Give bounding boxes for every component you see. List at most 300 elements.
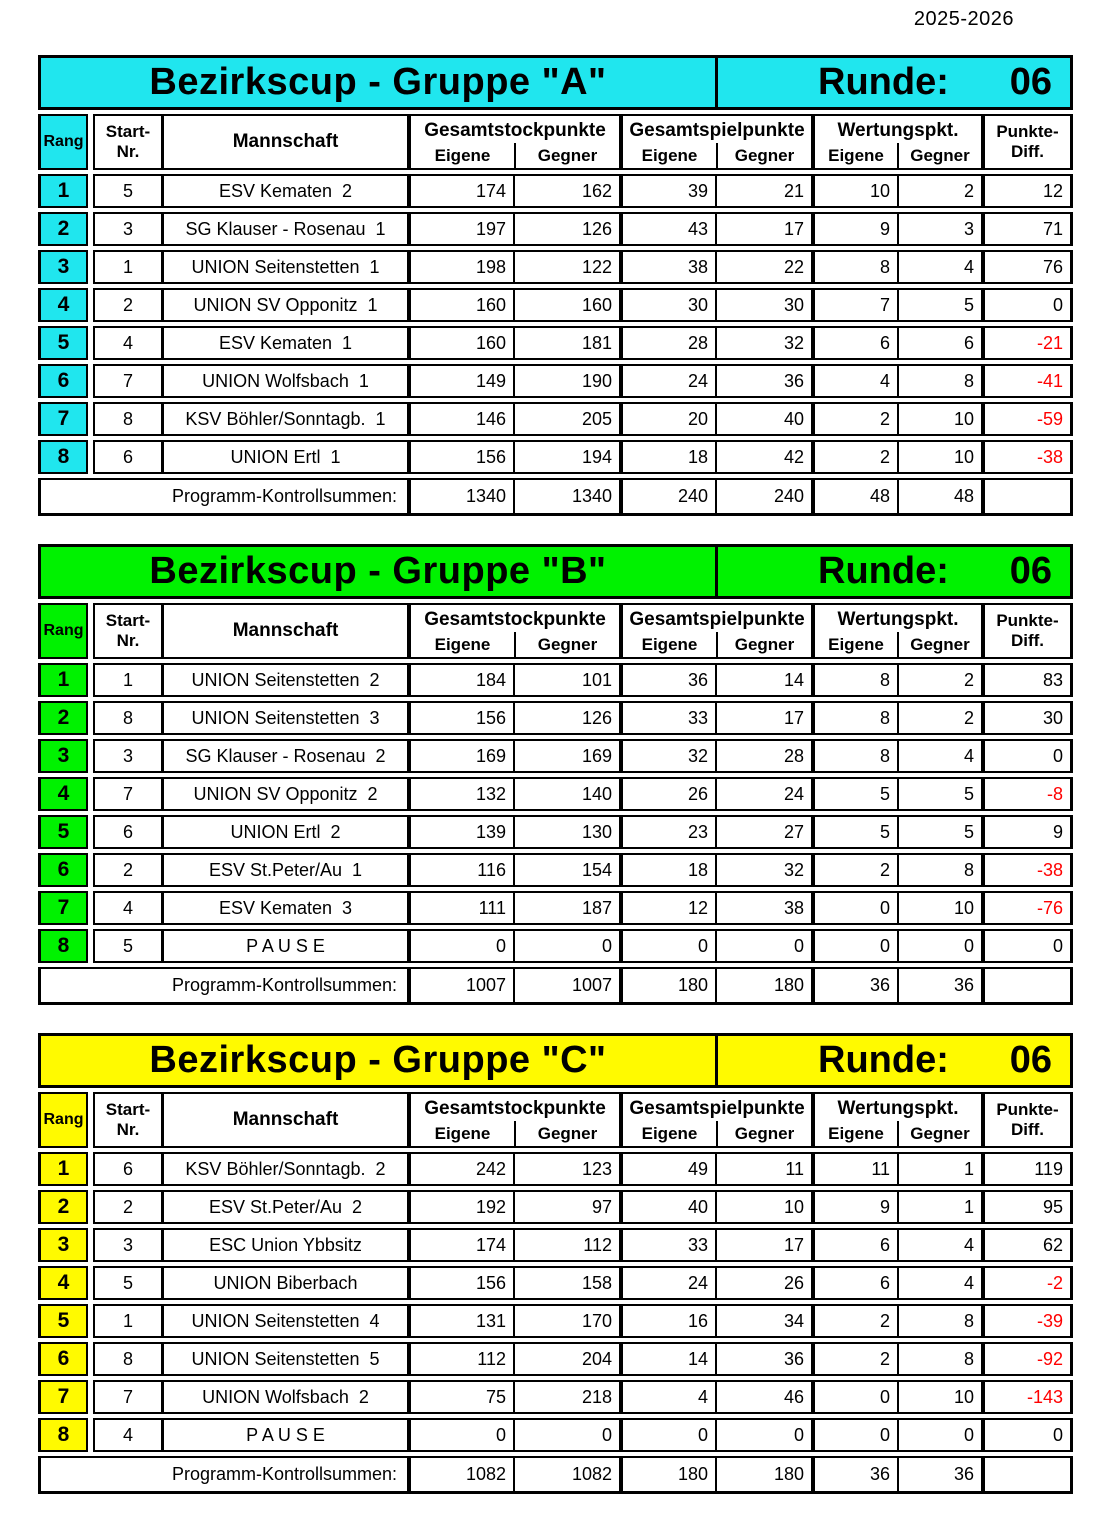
wert-eigene-cell: 2 (811, 1342, 897, 1376)
punkte-diff-cell: 9 (981, 815, 1073, 849)
sum-wert-gegner: 36 (897, 1456, 981, 1494)
spiel-gegner-cell: 26 (715, 1266, 811, 1300)
subheader-eigene: Eigene (828, 635, 884, 654)
runde-section (718, 58, 1070, 107)
spiel-gegner-cell: 17 (715, 212, 811, 246)
spiel-eigene-cell: 39 (619, 174, 715, 208)
punkte-diff-line2: Diff. (1010, 631, 1045, 650)
team-name-cell: ESV Kematen 1 (161, 326, 407, 360)
rang-cell: 3 (38, 250, 88, 284)
rang-cell: 8 (38, 929, 88, 963)
stock-eigene-cell: 156 (407, 701, 513, 735)
wert-eigene-cell: 0 (811, 891, 897, 925)
table-row (38, 288, 1073, 322)
kontrollsummen-row (38, 1456, 1073, 1494)
sum-wert-gegner: 36 (897, 967, 981, 1005)
group-title: Gesamtstockpunkte (424, 1098, 606, 1119)
wert-eigene-cell: 10 (811, 174, 897, 208)
sum-spiel-gegner: 240 (715, 478, 811, 516)
group-title: Gesamtspielpunkte (629, 1098, 805, 1119)
punkte-diff-cell: 95 (981, 1190, 1073, 1224)
team-name-cell: P A U S E (161, 929, 407, 963)
rang-cell: 6 (38, 1342, 88, 1376)
table-row (38, 1228, 1073, 1262)
start-nr-cell: 4 (93, 1418, 161, 1452)
rang-cell: 2 (38, 212, 88, 246)
team-name-cell: UNION Wolfsbach 2 (161, 1380, 407, 1414)
spiel-gegner-cell: 17 (715, 701, 811, 735)
col-header-rang: Rang (38, 1092, 88, 1148)
spiel-eigene-cell: 43 (619, 212, 715, 246)
wert-gegner-cell: 5 (897, 288, 981, 322)
spiel-gegner-cell: 27 (715, 815, 811, 849)
wert-eigene-cell: 8 (811, 701, 897, 735)
col-header-gesamtspielpunkte (619, 603, 811, 659)
stock-gegner-cell: 205 (513, 402, 619, 436)
wert-gegner-cell: 1 (897, 1190, 981, 1224)
table-row (38, 1380, 1073, 1414)
col-header-gesamtstockpunkte (407, 114, 619, 170)
group-title: Wertungspkt. (837, 1098, 959, 1119)
team-name-cell: UNION SV Opponitz 2 (161, 777, 407, 811)
column-header-row (38, 1092, 1073, 1148)
punkte-diff-cell: -76 (981, 891, 1073, 925)
rang-cell: 4 (38, 1266, 88, 1300)
wert-gegner-cell: 8 (897, 1342, 981, 1376)
wert-eigene-cell: 5 (811, 815, 897, 849)
wert-eigene-cell: 9 (811, 212, 897, 246)
wert-eigene-cell: 2 (811, 853, 897, 887)
stock-gegner-cell: 0 (513, 929, 619, 963)
team-name-cell: ESV Kematen 2 (161, 174, 407, 208)
punkte-diff-cell: 0 (981, 288, 1073, 322)
stock-eigene-cell: 132 (407, 777, 513, 811)
wert-gegner-cell: 5 (897, 777, 981, 811)
stock-gegner-cell: 123 (513, 1152, 619, 1186)
punkte-diff-cell: -21 (981, 326, 1073, 360)
punkte-diff-cell: -8 (981, 777, 1073, 811)
col-header-mannschaft: Mannschaft (161, 1092, 407, 1148)
punkte-diff-cell: -92 (981, 1342, 1073, 1376)
spiel-eigene-cell: 32 (619, 739, 715, 773)
spiel-eigene-cell: 36 (619, 663, 715, 697)
wert-eigene-cell: 2 (811, 440, 897, 474)
wert-gegner-cell: 3 (897, 212, 981, 246)
spiel-gegner-cell: 11 (715, 1152, 811, 1186)
group-subheaders (411, 632, 619, 657)
stock-gegner-cell: 126 (513, 212, 619, 246)
start-nr-line1: Start- (105, 122, 151, 141)
runde-label: Runde: (818, 550, 949, 592)
table-body (38, 663, 1073, 963)
subheader-eigene: Eigene (434, 1124, 491, 1143)
wert-eigene-cell: 0 (811, 1380, 897, 1414)
wert-eigene-cell: 6 (811, 1228, 897, 1262)
wert-eigene-cell: 8 (811, 250, 897, 284)
sum-wert-gegner: 48 (897, 478, 981, 516)
punkte-diff-cell: 0 (981, 739, 1073, 773)
stock-eigene-cell: 0 (407, 929, 513, 963)
rang-cell: 4 (38, 777, 88, 811)
start-nr-cell: 2 (93, 1190, 161, 1224)
runde-label: Runde: (818, 61, 949, 103)
start-nr-cell: 3 (93, 739, 161, 773)
rang-cell: 6 (38, 364, 88, 398)
subheader-gegner: Gegner (716, 1121, 811, 1146)
start-nr-cell: 1 (93, 663, 161, 697)
sum-wert-eigene: 48 (811, 478, 897, 516)
spiel-gegner-cell: 21 (715, 174, 811, 208)
team-name-cell: KSV Böhler/Sonntagb. 2 (161, 1152, 407, 1186)
subheader-eigene: Eigene (828, 1124, 884, 1143)
sum-spiel-eigene: 180 (619, 967, 715, 1005)
rang-cell: 1 (38, 663, 88, 697)
rang-cell: 3 (38, 1228, 88, 1262)
wert-eigene-cell: 6 (811, 326, 897, 360)
kontrollsummen-row (38, 967, 1073, 1005)
subheader-gegner: Gegner (897, 1121, 981, 1146)
stock-eigene-cell: 116 (407, 853, 513, 887)
rang-cell: 1 (38, 174, 88, 208)
spiel-eigene-cell: 28 (619, 326, 715, 360)
wert-gegner-cell: 2 (897, 701, 981, 735)
stock-eigene-cell: 174 (407, 1228, 513, 1262)
stock-eigene-cell: 146 (407, 402, 513, 436)
group-title: Gesamtstockpunkte (424, 120, 606, 141)
spiel-gegner-cell: 30 (715, 288, 811, 322)
stock-gegner-cell: 194 (513, 440, 619, 474)
column-header-row (38, 603, 1073, 659)
subheader-gegner: Gegner (514, 632, 619, 657)
kontrollsummen-label: Programm-Kontrollsummen: (38, 1456, 407, 1494)
col-header-punkte-diff (981, 603, 1073, 659)
col-header-start-nr (93, 603, 161, 659)
sum-diff-empty (981, 967, 1073, 1005)
wert-eigene-cell: 4 (811, 364, 897, 398)
col-header-gesamtstockpunkte (407, 1092, 619, 1148)
sum-stock-eigene: 1007 (407, 967, 513, 1005)
spiel-eigene-cell: 0 (619, 1418, 715, 1452)
stock-eigene-cell: 242 (407, 1152, 513, 1186)
subheader-eigene: Eigene (434, 146, 491, 165)
group-table-b (38, 544, 1073, 1005)
punkte-diff-cell: 12 (981, 174, 1073, 208)
table-row (38, 1152, 1073, 1186)
subheader-eigene: Eigene (434, 635, 491, 654)
runde-value: 06 (1009, 550, 1052, 592)
table-row (38, 212, 1073, 246)
start-nr-line1: Start- (105, 611, 151, 630)
subheader-gegner: Gegner (716, 632, 811, 657)
wert-gegner-cell: 2 (897, 174, 981, 208)
col-header-rang: Rang (38, 114, 88, 170)
table-row (38, 1190, 1073, 1224)
wert-eigene-cell: 2 (811, 1304, 897, 1338)
start-nr-cell: 6 (93, 1152, 161, 1186)
table-row (38, 891, 1073, 925)
start-nr-line2: Nr. (116, 631, 140, 650)
stock-eigene-cell: 174 (407, 174, 513, 208)
spiel-eigene-cell: 33 (619, 1228, 715, 1262)
rang-cell: 3 (38, 739, 88, 773)
sum-spiel-eigene: 240 (619, 478, 715, 516)
wert-gegner-cell: 1 (897, 1152, 981, 1186)
spiel-eigene-cell: 33 (619, 701, 715, 735)
team-name-cell: UNION Seitenstetten 4 (161, 1304, 407, 1338)
team-name-cell: KSV Böhler/Sonntagb. 1 (161, 402, 407, 436)
table-title: Bezirkscup - Gruppe "B" (41, 547, 718, 596)
rang-cell: 2 (38, 701, 88, 735)
wert-eigene-cell: 9 (811, 1190, 897, 1224)
sum-stock-gegner: 1082 (513, 1456, 619, 1494)
subheader-gegner: Gegner (716, 143, 811, 168)
start-nr-line2: Nr. (116, 142, 140, 161)
wert-gegner-cell: 10 (897, 402, 981, 436)
spiel-gegner-cell: 36 (715, 364, 811, 398)
spiel-gegner-cell: 28 (715, 739, 811, 773)
sum-spiel-gegner: 180 (715, 1456, 811, 1494)
sum-spiel-eigene: 180 (619, 1456, 715, 1494)
team-name-cell: ESV St.Peter/Au 1 (161, 853, 407, 887)
start-nr-cell: 3 (93, 212, 161, 246)
punkte-diff-cell: 119 (981, 1152, 1073, 1186)
team-name-cell: UNION Seitenstetten 2 (161, 663, 407, 697)
punkte-diff-cell: -39 (981, 1304, 1073, 1338)
start-nr-cell: 7 (93, 364, 161, 398)
sum-diff-empty (981, 1456, 1073, 1494)
col-header-punkte-diff (981, 114, 1073, 170)
team-name-cell: ESC Union Ybbsitz (161, 1228, 407, 1262)
spiel-gegner-cell: 46 (715, 1380, 811, 1414)
rang-cell: 6 (38, 853, 88, 887)
spiel-gegner-cell: 24 (715, 777, 811, 811)
wert-gegner-cell: 8 (897, 1304, 981, 1338)
sum-stock-gegner: 1007 (513, 967, 619, 1005)
spiel-gegner-cell: 38 (715, 891, 811, 925)
table-row (38, 1266, 1073, 1300)
spiel-eigene-cell: 20 (619, 402, 715, 436)
wert-gegner-cell: 6 (897, 326, 981, 360)
table-row (38, 440, 1073, 474)
col-header-gesamtstockpunkte (407, 603, 619, 659)
punkte-diff-cell: 30 (981, 701, 1073, 735)
group-subheaders (623, 1121, 811, 1146)
wert-eigene-cell: 11 (811, 1152, 897, 1186)
stock-gegner-cell: 126 (513, 701, 619, 735)
stock-gegner-cell: 101 (513, 663, 619, 697)
season-label: 2025-2026 (913, 8, 1014, 30)
spiel-gegner-cell: 32 (715, 853, 811, 887)
team-name-cell: UNION Seitenstetten 1 (161, 250, 407, 284)
subheader-eigene: Eigene (828, 146, 884, 165)
spiel-gegner-cell: 22 (715, 250, 811, 284)
rang-cell: 1 (38, 1152, 88, 1186)
start-nr-cell: 2 (93, 288, 161, 322)
stock-gegner-cell: 158 (513, 1266, 619, 1300)
stock-eigene-cell: 139 (407, 815, 513, 849)
punkte-diff-cell: 0 (981, 1418, 1073, 1452)
sum-diff-empty (981, 478, 1073, 516)
punkte-diff-line1: Punkte- (996, 122, 1059, 141)
team-name-cell: UNION Seitenstetten 5 (161, 1342, 407, 1376)
stock-eigene-cell: 156 (407, 440, 513, 474)
group-title: Wertungspkt. (837, 120, 959, 141)
col-header-wertungspkt (811, 1092, 981, 1148)
rang-cell: 2 (38, 1190, 88, 1224)
rang-cell: 5 (38, 815, 88, 849)
table-row (38, 174, 1073, 208)
stock-gegner-cell: 162 (513, 174, 619, 208)
start-nr-cell: 7 (93, 1380, 161, 1414)
spiel-gegner-cell: 10 (715, 1190, 811, 1224)
start-nr-line2: Nr. (116, 1120, 140, 1139)
spiel-eigene-cell: 40 (619, 1190, 715, 1224)
column-header-row (38, 114, 1073, 170)
table-row (38, 250, 1073, 284)
start-nr-cell: 5 (93, 174, 161, 208)
stock-eigene-cell: 160 (407, 288, 513, 322)
spiel-eigene-cell: 24 (619, 364, 715, 398)
stock-eigene-cell: 149 (407, 364, 513, 398)
stock-eigene-cell: 156 (407, 1266, 513, 1300)
spiel-eigene-cell: 30 (619, 288, 715, 322)
col-header-start-nr (93, 114, 161, 170)
wert-gegner-cell: 0 (897, 1418, 981, 1452)
table-row (38, 853, 1073, 887)
spiel-gegner-cell: 17 (715, 1228, 811, 1262)
team-name-cell: SG Klauser - Rosenau 1 (161, 212, 407, 246)
rang-cell: 7 (38, 1380, 88, 1414)
stock-eigene-cell: 192 (407, 1190, 513, 1224)
stock-eigene-cell: 169 (407, 739, 513, 773)
table-title-bar (38, 1033, 1073, 1088)
wert-eigene-cell: 0 (811, 1418, 897, 1452)
table-row (38, 777, 1073, 811)
start-nr-cell: 1 (93, 1304, 161, 1338)
spiel-eigene-cell: 49 (619, 1152, 715, 1186)
wert-eigene-cell: 7 (811, 288, 897, 322)
stock-eigene-cell: 0 (407, 1418, 513, 1452)
wert-gegner-cell: 2 (897, 663, 981, 697)
col-header-rang: Rang (38, 603, 88, 659)
table-title-bar (38, 55, 1073, 110)
start-nr-cell: 1 (93, 250, 161, 284)
team-name-cell: UNION Ertl 2 (161, 815, 407, 849)
rang-cell: 4 (38, 288, 88, 322)
spiel-eigene-cell: 26 (619, 777, 715, 811)
punkte-diff-cell: 62 (981, 1228, 1073, 1262)
rang-cell: 7 (38, 402, 88, 436)
start-nr-cell: 6 (93, 440, 161, 474)
start-nr-cell: 2 (93, 853, 161, 887)
wert-gegner-cell: 4 (897, 1228, 981, 1262)
stock-gegner-cell: 0 (513, 1418, 619, 1452)
group-subheaders (411, 1121, 619, 1146)
spiel-gegner-cell: 34 (715, 1304, 811, 1338)
wert-gegner-cell: 4 (897, 250, 981, 284)
punkte-diff-cell: 83 (981, 663, 1073, 697)
stock-gegner-cell: 190 (513, 364, 619, 398)
start-nr-cell: 8 (93, 1342, 161, 1376)
group-subheaders (623, 143, 811, 168)
table-title: Bezirkscup - Gruppe "A" (41, 58, 718, 107)
team-name-cell: P A U S E (161, 1418, 407, 1452)
stock-gegner-cell: 122 (513, 250, 619, 284)
team-name-cell: ESV St.Peter/Au 2 (161, 1190, 407, 1224)
group-title: Gesamtspielpunkte (629, 609, 805, 630)
start-nr-cell: 7 (93, 777, 161, 811)
punkte-diff-line2: Diff. (1010, 1120, 1045, 1139)
group-subheaders (815, 1121, 981, 1146)
spiel-gegner-cell: 0 (715, 929, 811, 963)
stock-gegner-cell: 154 (513, 853, 619, 887)
table-row (38, 701, 1073, 735)
col-header-wertungspkt (811, 603, 981, 659)
wert-gegner-cell: 10 (897, 1380, 981, 1414)
spiel-eigene-cell: 0 (619, 929, 715, 963)
spiel-gegner-cell: 32 (715, 326, 811, 360)
spiel-gegner-cell: 40 (715, 402, 811, 436)
start-nr-cell: 8 (93, 701, 161, 735)
table-row (38, 326, 1073, 360)
group-subheaders (815, 143, 981, 168)
sum-stock-eigene: 1340 (407, 478, 513, 516)
team-name-cell: UNION Seitenstetten 3 (161, 701, 407, 735)
spiel-eigene-cell: 14 (619, 1342, 715, 1376)
table-body (38, 1152, 1073, 1452)
kontrollsummen-label: Programm-Kontrollsummen: (38, 478, 407, 516)
stock-gegner-cell: 140 (513, 777, 619, 811)
sum-wert-eigene: 36 (811, 967, 897, 1005)
wert-eigene-cell: 5 (811, 777, 897, 811)
group-title: Gesamtstockpunkte (424, 609, 606, 630)
wert-eigene-cell: 8 (811, 739, 897, 773)
start-nr-cell: 6 (93, 815, 161, 849)
punkte-diff-cell: -143 (981, 1380, 1073, 1414)
punkte-diff-cell: -38 (981, 440, 1073, 474)
stock-eigene-cell: 198 (407, 250, 513, 284)
col-header-gesamtspielpunkte (619, 114, 811, 170)
start-nr-cell: 4 (93, 326, 161, 360)
stock-eigene-cell: 160 (407, 326, 513, 360)
stock-eigene-cell: 111 (407, 891, 513, 925)
punkte-diff-cell: 71 (981, 212, 1073, 246)
rang-cell: 5 (38, 1304, 88, 1338)
wert-eigene-cell: 6 (811, 1266, 897, 1300)
kontrollsummen-row (38, 478, 1073, 516)
wert-gegner-cell: 8 (897, 853, 981, 887)
table-title: Bezirkscup - Gruppe "C" (41, 1036, 718, 1085)
wert-eigene-cell: 8 (811, 663, 897, 697)
subheader-eigene: Eigene (641, 146, 698, 165)
sum-stock-eigene: 1082 (407, 1456, 513, 1494)
spiel-eigene-cell: 18 (619, 853, 715, 887)
stock-gegner-cell: 169 (513, 739, 619, 773)
wert-gegner-cell: 4 (897, 739, 981, 773)
spiel-eigene-cell: 16 (619, 1304, 715, 1338)
wert-gegner-cell: 8 (897, 364, 981, 398)
subheader-eigene: Eigene (641, 1124, 698, 1143)
group-table-a (38, 55, 1073, 516)
table-row (38, 364, 1073, 398)
wert-gegner-cell: 0 (897, 929, 981, 963)
stock-gegner-cell: 160 (513, 288, 619, 322)
subheader-gegner: Gegner (514, 1121, 619, 1146)
stock-eigene-cell: 131 (407, 1304, 513, 1338)
wert-gegner-cell: 4 (897, 1266, 981, 1300)
sum-spiel-gegner: 180 (715, 967, 811, 1005)
team-name-cell: UNION SV Opponitz 1 (161, 288, 407, 322)
